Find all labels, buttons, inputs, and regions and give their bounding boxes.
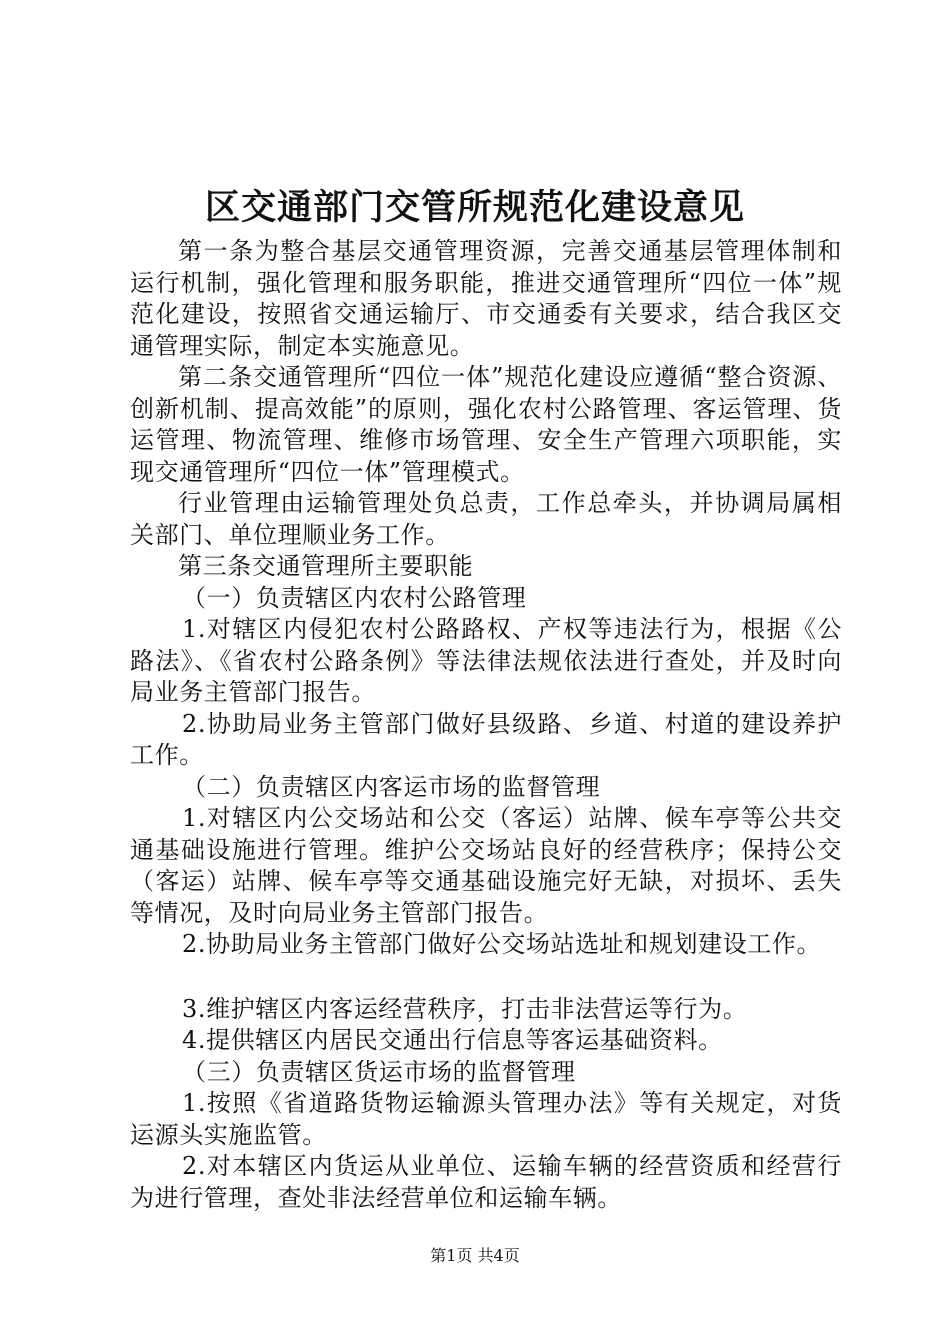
paragraph-article-2: 第二条交通管理所“四位一体”规范化建设应遵循“整合资源、创新机制、提高效能”的原则，强化农村公路管理、客运管理、货运管理、物流管理、维修市场管理、安全生产管理六项职能，实现交通管理所“四位一体”管理模式。 <box>130 363 842 486</box>
list-item-rural-2: 2.协助局业务主管部门做好县级路、乡道、村道的建设养护工作。 <box>130 709 842 769</box>
paragraph-article-3-heading: 第三条交通管理所主要职能 <box>178 552 474 580</box>
page-footer: 第1页 共4页 <box>430 1246 520 1265</box>
paragraph-industry-management: 行业管理由运输管理处负总责，工作总牵头，并协调局属相关部门、单位理顺业务工作。 <box>130 489 842 549</box>
document-body <box>130 236 842 1214</box>
list-item-passenger-1: 1.对辖区内公交场站和公交（客运）站牌、候车亭等公共交通基础设施进行管理。维护公交场站良好的经营秩序；保持公交（客运）站牌、候车亭等交通基础设施完好无缺，对损坏、丢失等情况，及时向局业务主管部门报告。 <box>130 804 842 927</box>
document-title: 区交通部门交管所规范化建设意见 <box>204 187 745 228</box>
section-heading-freight-market: （三）负责辖区货运市场的监督管理 <box>182 1057 576 1086</box>
list-item-freight-2: 2.对本辖区内货运从业单位、运输车辆的经营资质和经营行为进行管理，查处非法经营单位和运输车辆。 <box>130 1152 842 1212</box>
section-heading-rural-roads: （一）负责辖区内农村公路管理 <box>182 583 527 612</box>
paragraph-article-1: 第一条为整合基层交通管理资源，完善交通基层管理体制和运行机制，强化管理和服务职能，推进交通管理所“四位一体”规范化建设，按照省交通运输厅、市交通委有关要求，结合我区交通管理实际，制定本实施意见。 <box>130 237 842 360</box>
list-item-passenger-3: 3.维护辖区内客运经营秩序，打击非法营运等行为。 <box>182 994 748 1023</box>
list-item-passenger-2: 2.协助局业务主管部门做好公交场站选址和规划建设工作。 <box>182 930 822 958</box>
list-item-freight-1: 1.按照《省道路货物运输源头管理办法》等有关规定，对货运源头实施监管。 <box>130 1089 842 1149</box>
list-item-passenger-4: 4.提供辖区内居民交通出行信息等客运基础资料。 <box>182 1026 723 1054</box>
section-heading-passenger-market: （二）负责辖区内客运市场的监督管理 <box>182 772 601 801</box>
list-item-rural-1: 1.对辖区内侵犯农村公路路权、产权等违法行为，根据《公路法》、《省农村公路条例》等法律法规依法进行查处，并及时向局业务主管部门报告。 <box>130 615 842 706</box>
